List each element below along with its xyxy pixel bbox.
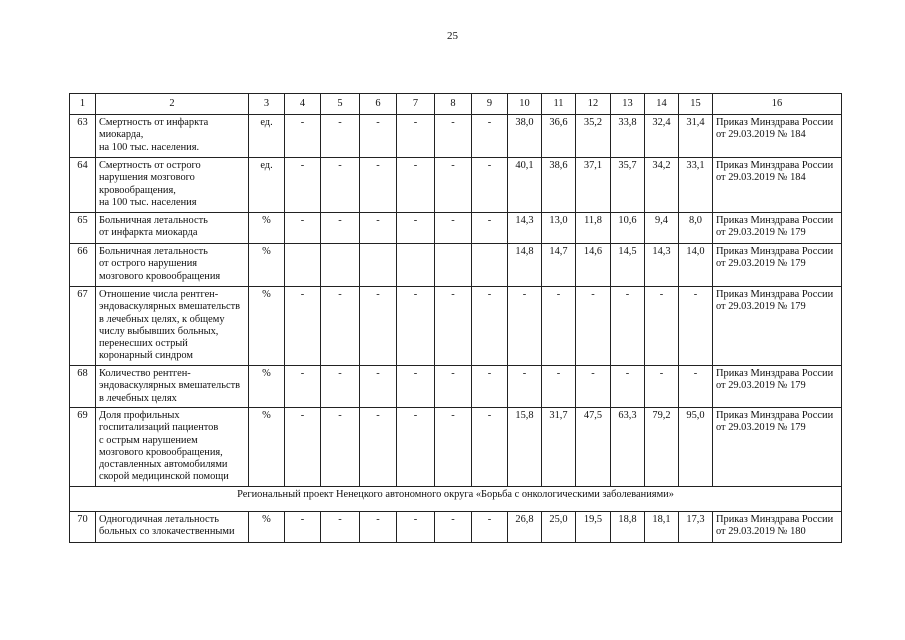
value-cell: 14,3 — [645, 244, 679, 287]
table-row — [70, 366, 842, 408]
value-cell: - — [360, 408, 397, 487]
column-header: 9 — [472, 94, 508, 115]
column-header: 3 — [249, 94, 285, 115]
section-title: Региональный проект Ненецкого автономного округа «Борьба с онкологическими заболеваниями» — [70, 487, 842, 512]
value-cell: - — [472, 158, 508, 213]
column-header: 11 — [542, 94, 576, 115]
value-cell: - — [360, 213, 397, 244]
column-header: 6 — [360, 94, 397, 115]
indicator-name: Больничная летальность от инфаркта миокарда — [96, 213, 249, 244]
column-header: 12 — [576, 94, 611, 115]
column-number-row — [70, 94, 842, 115]
value-cell — [321, 244, 360, 287]
value-cell: - — [435, 115, 472, 158]
value-cell: - — [645, 287, 679, 366]
source-cell: Приказ Минздрава России от 29.03.2019 № 184 — [713, 158, 842, 213]
source-cell: Приказ Минздрава России от 29.03.2019 № 179 — [713, 408, 842, 487]
source-cell: Приказ Минздрава России от 29.03.2019 № 179 — [713, 213, 842, 244]
row-number: 69 — [70, 408, 96, 487]
value-cell: 14,5 — [611, 244, 645, 287]
indicator-name: Количество рентген- эндоваскулярных вмешательств в лечебных целях — [96, 366, 249, 408]
value-cell: - — [285, 512, 321, 543]
value-cell: 19,5 — [576, 512, 611, 543]
indicator-name: Доля профильных госпитализаций пациентов с острым нарушением мозгового кровообращения, доставленных автомобилями скорой медицинской помощи — [96, 408, 249, 487]
value-cell: 32,4 — [645, 115, 679, 158]
row-number: 63 — [70, 115, 96, 158]
indicators-table — [69, 93, 842, 543]
row-number: 66 — [70, 244, 96, 287]
value-cell: - — [472, 287, 508, 366]
table-row — [70, 512, 842, 543]
value-cell: - — [435, 158, 472, 213]
value-cell: 38,6 — [542, 158, 576, 213]
value-cell: - — [576, 366, 611, 408]
value-cell: - — [435, 213, 472, 244]
value-cell: 14,8 — [508, 244, 542, 287]
indicator-name: Смертность от острого нарушения мозгового кровообращения, на 100 тыс. населения — [96, 158, 249, 213]
value-cell: 47,5 — [576, 408, 611, 487]
value-cell: - — [611, 287, 645, 366]
column-header: 5 — [321, 94, 360, 115]
indicator-name: Больничная летальность от острого нарушения мозгового кровообращения — [96, 244, 249, 287]
indicator-name: Отношение числа рентген- эндоваскулярных вмешательств в лечебных целях, к общему числу выбывших больных, перенесших острый коронарный синдром — [96, 287, 249, 366]
value-cell: - — [397, 115, 435, 158]
value-cell: 38,0 — [508, 115, 542, 158]
value-cell: - — [435, 512, 472, 543]
source-cell: Приказ Минздрава России от 29.03.2019 № 179 — [713, 366, 842, 408]
value-cell: 26,8 — [508, 512, 542, 543]
value-cell: 79,2 — [645, 408, 679, 487]
value-cell: - — [576, 287, 611, 366]
value-cell: 11,8 — [576, 213, 611, 244]
value-cell: 33,8 — [611, 115, 645, 158]
value-cell: - — [397, 213, 435, 244]
unit-cell: ед. — [249, 115, 285, 158]
value-cell: - — [472, 408, 508, 487]
column-header: 15 — [679, 94, 713, 115]
value-cell: - — [285, 115, 321, 158]
source-cell: Приказ Минздрава России от 29.03.2019 № 184 — [713, 115, 842, 158]
value-cell: - — [435, 366, 472, 408]
table-row — [70, 158, 842, 213]
unit-cell: % — [249, 244, 285, 287]
value-cell: - — [321, 158, 360, 213]
value-cell: - — [611, 366, 645, 408]
row-number: 67 — [70, 287, 96, 366]
value-cell: 37,1 — [576, 158, 611, 213]
value-cell: - — [285, 408, 321, 487]
value-cell: 95,0 — [679, 408, 713, 487]
column-header: 8 — [435, 94, 472, 115]
source-cell: Приказ Минздрава России от 29.03.2019 № 179 — [713, 244, 842, 287]
value-cell: - — [679, 287, 713, 366]
value-cell — [435, 244, 472, 287]
unit-cell: % — [249, 408, 285, 487]
column-header: 13 — [611, 94, 645, 115]
value-cell: - — [285, 287, 321, 366]
value-cell: 35,2 — [576, 115, 611, 158]
value-cell: 31,7 — [542, 408, 576, 487]
value-cell: - — [508, 366, 542, 408]
value-cell: - — [542, 287, 576, 366]
value-cell: - — [321, 213, 360, 244]
value-cell: 36,6 — [542, 115, 576, 158]
value-cell: - — [435, 287, 472, 366]
value-cell: - — [321, 512, 360, 543]
value-cell: - — [397, 287, 435, 366]
value-cell: - — [360, 512, 397, 543]
value-cell: 8,0 — [679, 213, 713, 244]
column-header: 1 — [70, 94, 96, 115]
value-cell: 17,3 — [679, 512, 713, 543]
value-cell: 9,4 — [645, 213, 679, 244]
value-cell: - — [321, 408, 360, 487]
table-row — [70, 213, 842, 244]
unit-cell: ед. — [249, 158, 285, 213]
value-cell: - — [285, 213, 321, 244]
value-cell: - — [360, 366, 397, 408]
value-cell: 14,6 — [576, 244, 611, 287]
row-number: 64 — [70, 158, 96, 213]
value-cell: 33,1 — [679, 158, 713, 213]
value-cell: - — [321, 287, 360, 366]
value-cell: 14,0 — [679, 244, 713, 287]
value-cell: - — [679, 366, 713, 408]
value-cell: 18,8 — [611, 512, 645, 543]
value-cell: - — [321, 115, 360, 158]
indicator-name: Смертность от инфаркта миокарда, на 100 тыс. населения. — [96, 115, 249, 158]
page-number: 25 — [447, 30, 458, 42]
value-cell — [472, 244, 508, 287]
value-cell — [397, 244, 435, 287]
value-cell: - — [397, 512, 435, 543]
indicator-name: Одногодичная летальность больных со злокачественными — [96, 512, 249, 543]
value-cell: 35,7 — [611, 158, 645, 213]
value-cell: - — [508, 287, 542, 366]
value-cell: - — [472, 213, 508, 244]
value-cell: - — [360, 287, 397, 366]
unit-cell: % — [249, 213, 285, 244]
value-cell: - — [472, 115, 508, 158]
row-number: 65 — [70, 213, 96, 244]
column-header: 16 — [713, 94, 842, 115]
table-row — [70, 287, 842, 366]
value-cell: 14,7 — [542, 244, 576, 287]
value-cell: 18,1 — [645, 512, 679, 543]
value-cell: 34,2 — [645, 158, 679, 213]
value-cell: 31,4 — [679, 115, 713, 158]
column-header: 10 — [508, 94, 542, 115]
column-header: 7 — [397, 94, 435, 115]
value-cell: - — [397, 158, 435, 213]
value-cell: 63,3 — [611, 408, 645, 487]
row-number: 68 — [70, 366, 96, 408]
value-cell: 25,0 — [542, 512, 576, 543]
column-header: 4 — [285, 94, 321, 115]
value-cell: - — [542, 366, 576, 408]
value-cell: - — [285, 158, 321, 213]
value-cell: - — [360, 115, 397, 158]
value-cell: 13,0 — [542, 213, 576, 244]
value-cell: - — [321, 366, 360, 408]
column-header: 14 — [645, 94, 679, 115]
unit-cell: % — [249, 287, 285, 366]
value-cell: - — [472, 366, 508, 408]
value-cell: 10,6 — [611, 213, 645, 244]
value-cell: - — [472, 512, 508, 543]
source-cell: Приказ Минздрава России от 29.03.2019 № 179 — [713, 287, 842, 366]
value-cell: - — [397, 366, 435, 408]
value-cell: - — [435, 408, 472, 487]
unit-cell: % — [249, 366, 285, 408]
value-cell: - — [360, 158, 397, 213]
value-cell: - — [645, 366, 679, 408]
table-row — [70, 244, 842, 287]
value-cell: 40,1 — [508, 158, 542, 213]
value-cell: - — [397, 408, 435, 487]
value-cell: 15,8 — [508, 408, 542, 487]
value-cell: 14,3 — [508, 213, 542, 244]
value-cell — [285, 244, 321, 287]
value-cell: - — [285, 366, 321, 408]
value-cell — [360, 244, 397, 287]
source-cell: Приказ Минздрава России от 29.03.2019 № 180 — [713, 512, 842, 543]
table-row — [70, 408, 842, 487]
table-row — [70, 115, 842, 158]
section-row — [70, 487, 842, 512]
row-number: 70 — [70, 512, 96, 543]
unit-cell: % — [249, 512, 285, 543]
column-header: 2 — [96, 94, 249, 115]
